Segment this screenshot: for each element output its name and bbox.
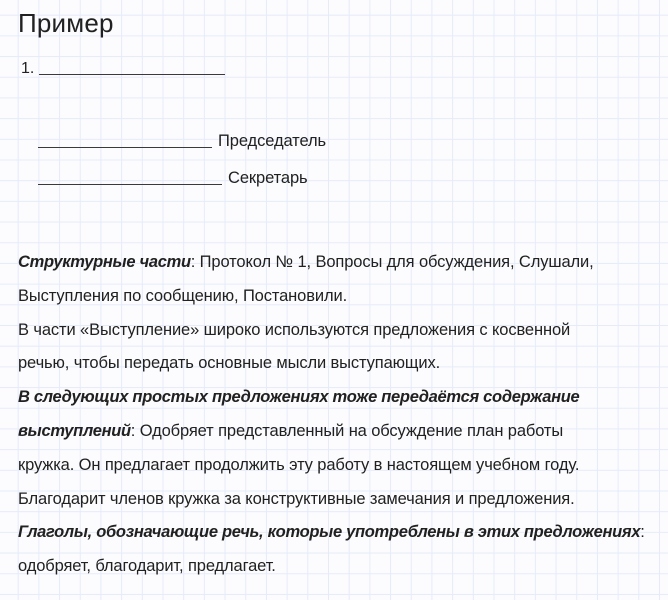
text-run: Благодарит членов кружка за конструктивные замечания и предложения.: [18, 489, 575, 508]
text-line: [18, 347, 666, 381]
signature-label-chairman: Председатель: [218, 132, 327, 150]
text-line: [18, 516, 666, 550]
list-number: 1.: [21, 60, 35, 77]
text-line: [18, 280, 666, 314]
signature-row-chairman: [38, 131, 326, 151]
answer-blank-line: [39, 72, 225, 75]
text-run: : Протокол № 1, Вопросы для обсуждения, Слушали,: [190, 253, 594, 271]
emphasis-run: Глаголы, обозначающие речь, которые употреблены в этих предложениях: [18, 523, 641, 542]
text-run: кружка. Он предлагает продолжить эту работу в настоящем учебном году.: [18, 455, 580, 474]
emphasis-run: выступлений: [18, 421, 131, 440]
text-run: : Одобряет представленный на обсуждение план работы: [130, 421, 564, 440]
text-run: одобряет, благодарит, предлагает.: [18, 557, 276, 576]
text-line: [18, 483, 666, 517]
emphasis-run: Структурные части: [18, 253, 191, 271]
text-run: Выступления по сообщению, Постановили.: [18, 286, 348, 305]
text-line: [18, 449, 666, 483]
text-line: [18, 550, 666, 584]
signature-label-secretary: Секретарь: [228, 169, 308, 187]
text-run: В части «Выступление» широко используются предложения с косвенной: [18, 320, 571, 339]
signature-blank-line: [38, 145, 212, 148]
text-line: [18, 415, 666, 449]
text-line: [18, 381, 666, 415]
document-title: Пример: [18, 8, 114, 38]
text-run: речью, чтобы передать основные мысли выступающих.: [18, 354, 441, 373]
signature-row-secretary: [38, 168, 308, 188]
text-line: [18, 246, 666, 280]
numbered-list-item: [21, 60, 225, 78]
text-run: :: [640, 523, 645, 542]
body-text: [18, 246, 666, 584]
text-line: [18, 314, 666, 348]
emphasis-run: В следующих простых предложениях тоже передаётся содержание: [18, 388, 580, 407]
signature-blank-line: [38, 182, 222, 185]
